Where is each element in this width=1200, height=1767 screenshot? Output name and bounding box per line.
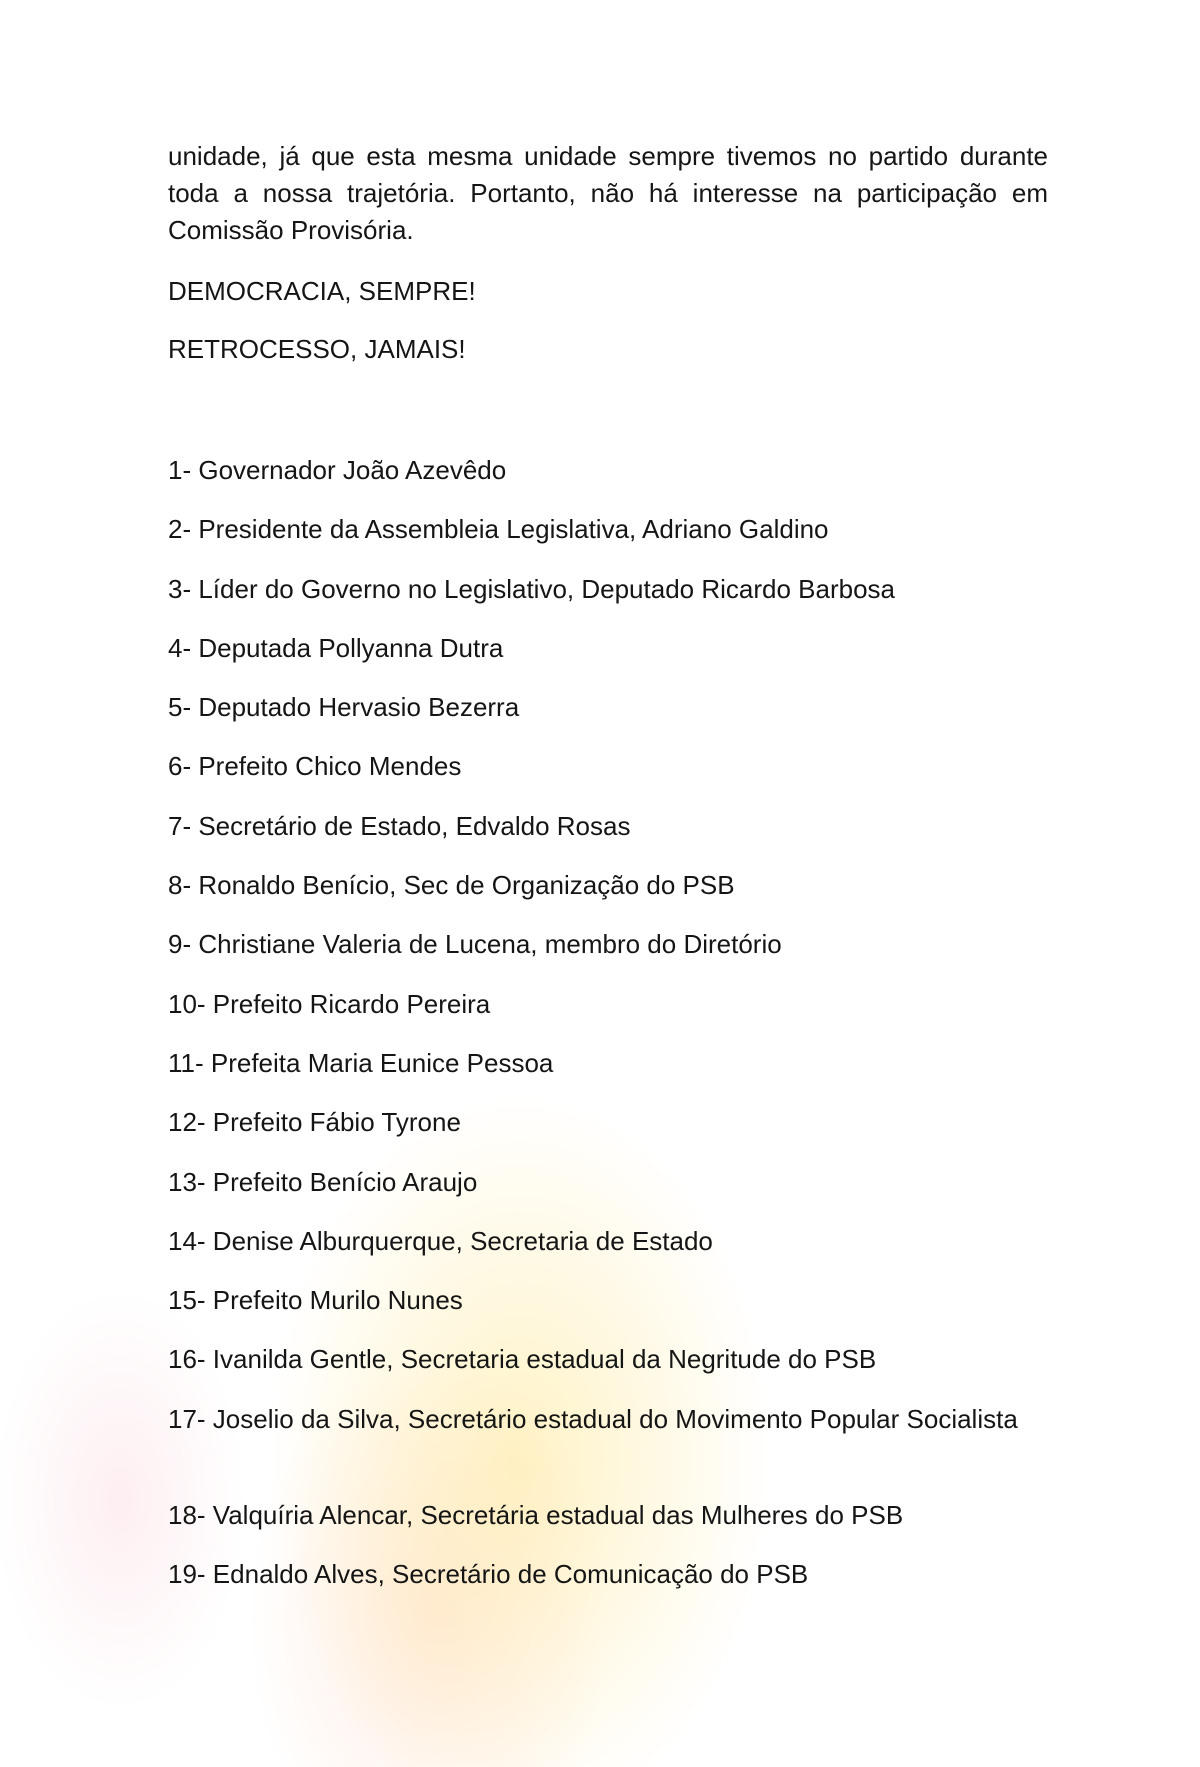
signatory-item: 15- Prefeito Murilo Nunes [168, 1285, 463, 1316]
intro-paragraph: unidade, já que esta mesma unidade sempre tivemos no partido durante toda a nossa trajetória. Portanto, não há interesse na participação em Comissão Provisória. [168, 141, 1048, 245]
signatory-item: 9- Christiane Valeria de Lucena, membro do Diretório [168, 929, 782, 960]
signatory-item: 12- Prefeito Fábio Tyrone [168, 1107, 461, 1138]
slogan-democracia: DEMOCRACIA, SEMPRE! [168, 276, 476, 306]
signatory-item: 6- Prefeito Chico Mendes [168, 751, 462, 782]
signatory-item: 13- Prefeito Benício Araujo [168, 1166, 478, 1197]
signatory-item: 5- Deputado Hervasio Bezerra [168, 692, 520, 723]
signatory-item: 10- Prefeito Ricardo Pereira [168, 988, 491, 1019]
signatory-item: 14- Denise Alburquerque, Secretaria de Estado [168, 1225, 713, 1256]
signatory-item: 7- Secretário de Estado, Edvaldo Rosas [168, 810, 631, 841]
signatory-item: 18- Valquíria Alencar, Secretária estadual das Mulheres do PSB [168, 1499, 904, 1530]
signatory-item: 8- Ronaldo Benício, Sec de Organização do PSB [168, 870, 735, 901]
signatory-item: 4- Deputada Pollyanna Dutra [168, 632, 504, 663]
signatory-item: 17- Joselio da Silva, Secretário estadual do Movimento Popular Socialista [168, 1403, 1018, 1434]
signatory-item: 3- Líder do Governo no Legislativo, Deputado Ricardo Barbosa [168, 573, 895, 604]
signatory-item: 19- Ednaldo Alves, Secretário de Comunicação do PSB [168, 1559, 809, 1590]
signatory-list [168, 454, 1058, 1617]
signatory-item: 1- Governador João Azevêdo [168, 455, 507, 485]
slogan-retrocesso: RETROCESSO, JAMAIS! [168, 334, 466, 364]
signatory-item: 2- Presidente da Assembleia Legislativa, Adriano Galdino [168, 514, 829, 545]
signatory-item: 16- Ivanilda Gentle, Secretaria estadual da Negritude do PSB [168, 1344, 877, 1375]
signatory-item: 11- Prefeita Maria Eunice Pessoa [168, 1047, 554, 1078]
